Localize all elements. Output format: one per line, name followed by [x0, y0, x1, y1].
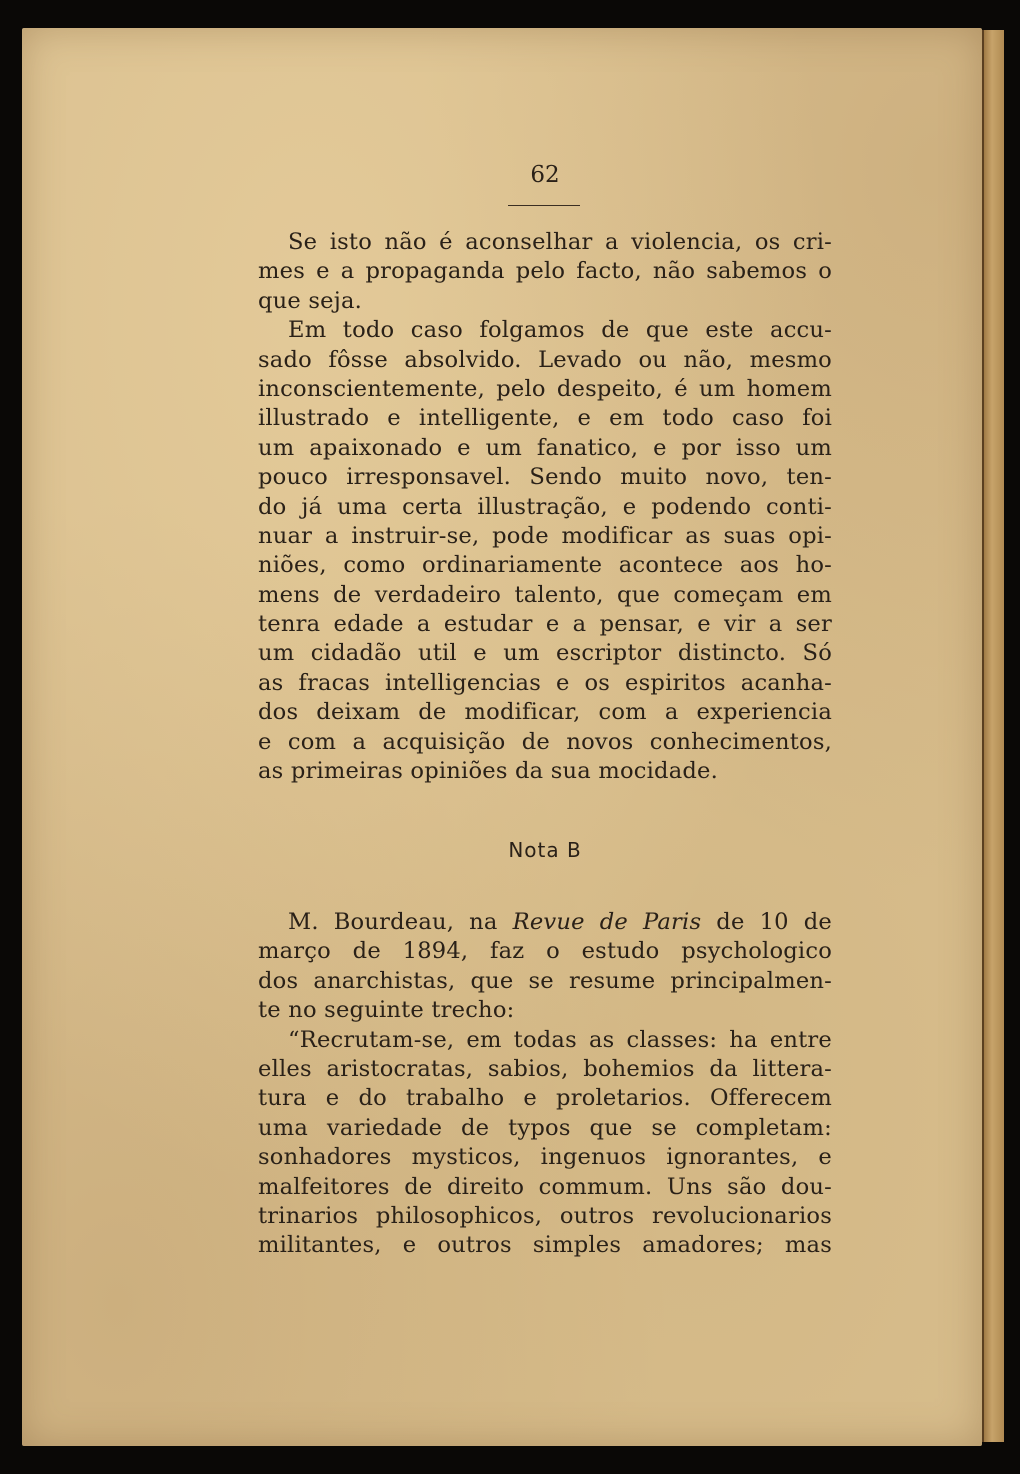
text-line: inconscientemente, pelo despeito, é um homem: [258, 375, 832, 402]
text-line: mes e a propaganda pelo facto, não sabemos o: [258, 258, 832, 285]
paragraph-block-2: [258, 908, 832, 1261]
text-line: trinarios philosophicos, outros revolucionarios: [258, 1202, 832, 1229]
text-line: março de 1894, faz o estudo psychologico: [258, 938, 832, 965]
text-line: Se isto não é aconselhar a violencia, os cri-: [288, 229, 832, 255]
text-line-with-journal-title: [258, 908, 832, 937]
text-line: “Recrutam-se, em todas as classes: ha entre: [288, 1026, 832, 1053]
page-number: 62: [530, 162, 560, 188]
text-line: Em todo caso folgamos de que este accu-: [288, 317, 832, 344]
text-line: illustrado e intelligente, e em todo caso foi: [258, 405, 832, 432]
text-run: de 10 de: [701, 909, 832, 935]
journal-title: Revue de Paris: [512, 909, 702, 935]
adjacent-page-edge: [982, 30, 1004, 1442]
text-line: dos deixam de modificar, com a experiencia: [258, 699, 832, 726]
text-line: e com a acquisição de novos conhecimentos,: [258, 728, 832, 755]
text-line: elles aristocratas, sabios, bohemios da littera-: [258, 1055, 832, 1082]
text-line: malfeitores de direito commum. Uns são dou-: [258, 1173, 832, 1200]
text-line: tura e do trabalho e proletarios. Offerecem: [258, 1085, 832, 1112]
paragraph-block-1: [258, 228, 832, 786]
text-run: M. Bourdeau, na: [288, 909, 513, 935]
text-line: um cidadão util e um escriptor distincto. Só: [258, 640, 832, 667]
text-line: um apaixonado e um fanatico, e por isso um: [258, 434, 832, 461]
text-line: que seja.: [258, 287, 362, 314]
page-number-rule: [508, 205, 580, 206]
text-line: mens de verdadeiro talento, que começam em: [258, 581, 832, 608]
text-line: sonhadores mysticos, ingenuos ignorantes, e: [258, 1144, 832, 1171]
text-line: tenra edade a estudar e a pensar, e vir a ser: [258, 611, 832, 638]
text-line: uma variedade de typos que se completam:: [258, 1114, 832, 1141]
text-line: dos anarchistas, que se resume principalmen-: [258, 967, 832, 994]
text-line: militantes, e outros simples amadores; mas: [258, 1232, 832, 1259]
text-line: niões, como ordinariamente acontece aos ho-: [258, 552, 832, 579]
text-line: as fracas intelligencias e os espiritos acanha-: [258, 669, 832, 696]
text-line: te no seguinte trecho:: [258, 997, 515, 1024]
text-line: pouco irresponsavel. Sendo muito novo, ten-: [258, 464, 832, 491]
section-heading: Nota B: [508, 838, 582, 862]
text-line: nuar a instruir-se, pode modificar as suas opi-: [258, 522, 832, 549]
text-line: sado fôsse absolvido. Levado ou não, mesmo: [258, 346, 832, 373]
text-line: do já uma certa illustração, e podendo conti-: [258, 493, 832, 520]
text-line: as primeiras opiniões da sua mocidade.: [258, 758, 718, 785]
